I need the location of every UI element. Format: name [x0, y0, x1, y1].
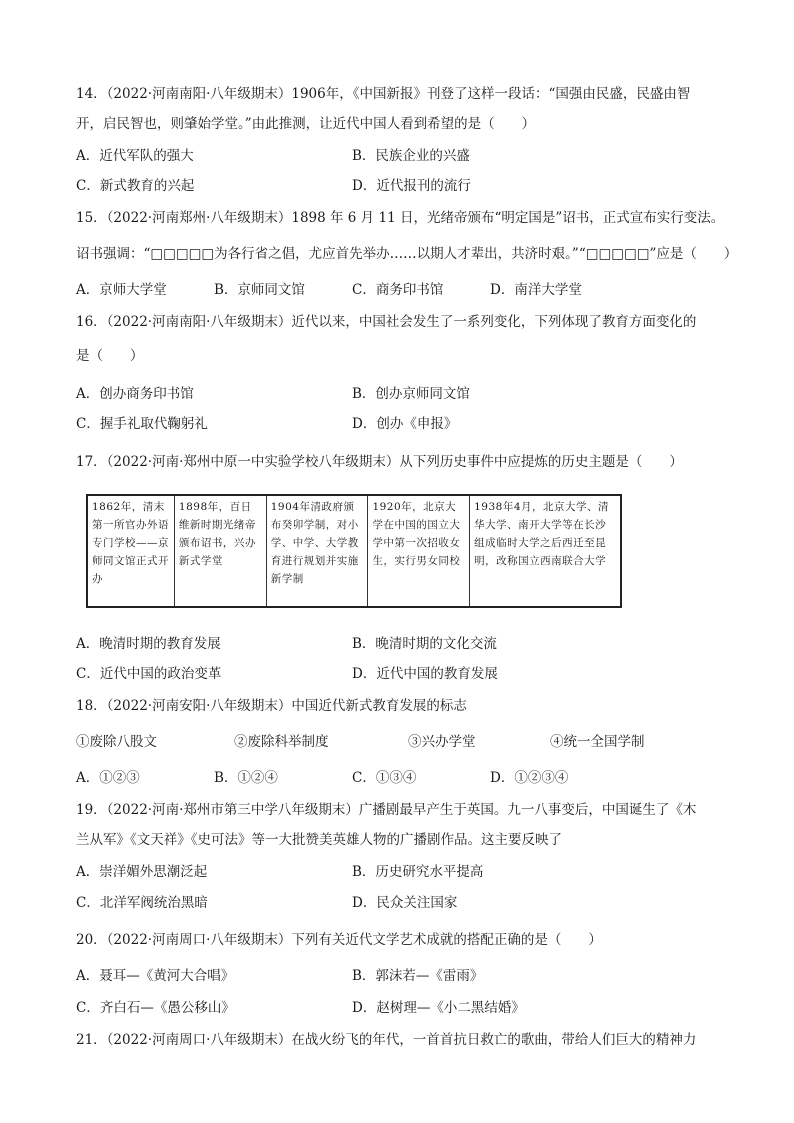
q14-option-d: D．近代报刊的流行: [352, 178, 471, 194]
q17-option-d: D．近代中国的教育发展: [352, 666, 498, 682]
q19-option-d: D．民众关注国家: [352, 895, 458, 911]
q20-option-b: B．郭沫若—《雷雨》: [352, 968, 484, 984]
q20-option-a: A．聂耳—《黄河大合唱》: [76, 968, 235, 984]
q14-stem-line1: 14．（2022·河南南阳·八年级期末）1906年，《中国新报》刊登了这样一段话：“国强由民盛，民盛由智: [76, 86, 691, 102]
q16-option-b: B．创办京师同文馆: [352, 386, 470, 402]
q16-option-c: C．握手礼取代鞠躬礼: [76, 416, 208, 432]
q14-option-b: B．民族企业的兴盛: [352, 148, 470, 164]
q18-item-3: ③兴办学堂: [408, 734, 476, 750]
q14-option-a: A．近代军队的强大: [76, 148, 194, 164]
q15-option-d: D．南洋大学堂: [490, 282, 582, 298]
q17-option-c: C．近代中国的政治变革: [76, 666, 222, 682]
q17-event-1938: 1938年4月，北京大学、清华大学、南开大学等在长沙组成临时大学之后西迁至昆明，改称国立西南联合大学: [470, 495, 621, 607]
q17-option-b: B．晚清时期的文化交流: [352, 636, 497, 652]
q17-option-a: A．晚清时期的教育发展: [76, 636, 221, 652]
q19-stem-line1: 19．（2022·河南·郑州市第三中学八年级期末）广播剧最早产生于英国。九一八事变后，中国诞生了《木: [76, 802, 697, 818]
q20-option-d: D．赵树理—《小二黑结婚》: [352, 1000, 525, 1016]
q15-option-c: C．商务印书馆: [352, 282, 444, 298]
q19-option-a: A．崇洋媚外思潮泛起: [76, 864, 208, 880]
q17-event-1898: 1898年，百日维新时期光绪帝颁布诏书，兴办新式学堂: [174, 495, 266, 607]
q19-option-b: B．历史研究水平提高: [352, 864, 484, 880]
q15-stem-line2: 诏书强调：“□□□□□为各行省之倡，尤应首先举办……以期人才辈出，共济时艰。”“□□□□□”应是（ ）: [76, 246, 738, 262]
q16-stem-line1: 16．（2022·河南南阳·八年级期末）近代以来，中国社会发生了一系列变化，下列体现了教育方面变化的: [76, 314, 697, 330]
q19-stem-line2: 兰从军》《文天祥》《史可法》等一大批赞美英雄人物的广播剧作品。这主要反映了: [76, 832, 562, 848]
q17-stem-line1: 17．（2022·河南·郑州中原一中实验学校八年级期末）从下列历史事件中应提炼的历史主题是（ ）: [76, 454, 683, 470]
q20-option-c: C．齐白石—《愚公移山》: [76, 1000, 235, 1016]
q16-option-d: D．创办《申报》: [352, 416, 458, 432]
q14-option-c: C．新式教育的兴起: [76, 178, 195, 194]
q18-stem-line1: 18．（2022·河南安阳·八年级期末）中国近代新式教育发展的标志: [76, 698, 467, 714]
q15-stem-line1: 15．（2022·河南郑州·八年级期末）1898 年 6 月 11 日，光绪帝颁布“明定国是”诏书，正式宣布实行变法。: [76, 210, 725, 226]
q15-option-a: A．京师大学堂: [76, 282, 167, 298]
q18-option-d: D．①②③④: [490, 770, 569, 786]
q16-stem-line2: 是（ ）: [76, 348, 144, 364]
q18-option-c: C．①③④: [352, 770, 417, 786]
q17-event-1862: 1862年，清末第一所官办外语专门学校——京师同文馆正式开办: [87, 495, 174, 607]
q21-stem-line1: 21．（2022·河南周口·八年级期末）在战火纷飞的年代，一首首抗日救亡的歌曲，带给人们巨大的精神力: [76, 1032, 697, 1048]
q20-stem-line1: 20．（2022·河南周口·八年级期末）下列有关近代文学艺术成就的搭配正确的是（ ）: [76, 932, 602, 948]
q14-stem-line2: 开，启民智也，则肇始学堂。”由此推测，让近代中国人看到希望的是（ ）: [76, 116, 536, 132]
q18-option-b: B．①②④: [214, 770, 278, 786]
q18-item-1: ①废除八股文: [76, 734, 157, 750]
q15-option-b: B．京师同文馆: [214, 282, 305, 298]
q18-option-a: A．①②③: [76, 770, 140, 786]
q18-item-2: ②废除科举制度: [234, 734, 329, 750]
q17-events-table: [86, 494, 622, 608]
q17-event-1904: 1904年清政府颁布癸卯学制，对小学、中学、大学教育进行规划并实施新学制: [266, 495, 368, 607]
q16-option-a: A．创办商务印书馆: [76, 386, 194, 402]
q17-event-1920: 1920年，北京大学在中国的国立大学中第一次招收女生，实行男女同校: [368, 495, 470, 607]
q18-item-4: ④统一全国学制: [550, 734, 645, 750]
q19-option-c: C．北洋军阀统治黑暗: [76, 895, 208, 911]
